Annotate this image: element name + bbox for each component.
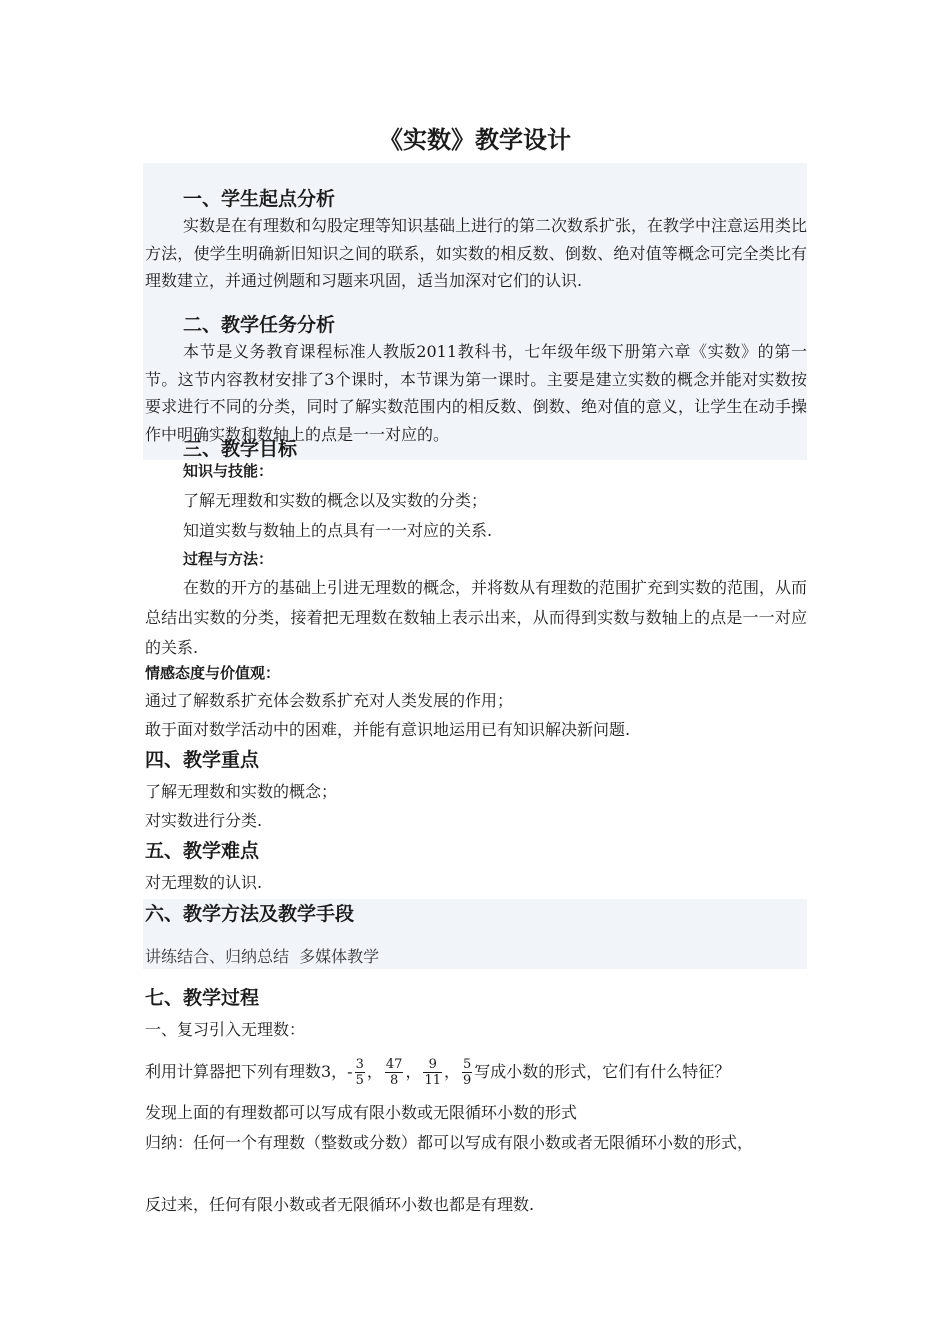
section-heading-key-points: 四、教学重点	[145, 749, 260, 771]
fraction-9-11: $\frac{9}{11}$	[424, 1057, 441, 1088]
review-subheading: 一、复习引入无理数：	[145, 1020, 306, 1039]
fraction-47-8: $\frac{47}{8}$	[385, 1057, 403, 1088]
difficulty-1: 对无理数的认识.	[145, 873, 263, 892]
calculator-task-prefix: 利用计算器把下列有理数3，-	[145, 1062, 353, 1081]
task-analysis-paragraph: 本节是义务教育课程标准人教版2011教科书，七年级年级下册第六章《实数》的第一节。这节内容教材安排了3个课时，本节课为第一课时。主要是建立实数的概念并能对实数按要求进行不同的分类，同时了解实数范围内的相反数、倒数、绝对值的意义，让学生在动手操作中明确实数和数轴上的点是一一对应的。	[145, 342, 807, 444]
separator: ，	[366, 1062, 383, 1081]
section-heading-methods: 六、教学方法及教学手段	[145, 903, 355, 925]
process-methods-paragraph: 在数的开方的基础上引进无理数的概念，并将数从有理数的范围扩充到实数的范围，从而总结出实数的分类，接着把无理数在数轴上表示出来，从而得到实数与数轴上的点是一一对应的关系.	[145, 578, 808, 657]
emotion-item-1: 通过了解数系扩充体会数系扩充对人类发展的作用；	[145, 691, 514, 710]
section-heading-student-analysis: 一、学生起点分析	[183, 188, 336, 210]
section-heading-process: 七、教学过程	[145, 987, 260, 1009]
key-point-1: 了解无理数和实数的概念；	[145, 782, 338, 801]
process-methods-label: 过程与方法：	[183, 550, 274, 568]
separator: ，	[444, 1062, 461, 1081]
methods-line: 讲练结合、归纳总结 多媒体教学	[145, 947, 380, 966]
summary-paragraph: 归纳：任何一个有理数（整数或分数）都可以写成有限小数或者无限循环小数的形式，	[145, 1133, 754, 1152]
knowledge-skills-label: 知识与技能：	[183, 462, 274, 480]
converse-line: 反过来，任何有限小数或者无限循环小数也都是有理数.	[145, 1195, 535, 1214]
calculator-task	[145, 1052, 730, 1092]
section-heading-difficulties: 五、教学难点	[145, 840, 260, 862]
emotion-item-2: 敢于面对数学活动中的困难，并能有意识地运用已有知识解决新问题.	[145, 720, 631, 739]
separator: ，	[405, 1062, 422, 1081]
knowledge-item-1: 了解无理数和实数的概念以及实数的分类；	[183, 491, 488, 510]
section-heading-objectives: 三、教学目标	[183, 438, 298, 460]
key-point-2: 对实数进行分类.	[145, 811, 263, 830]
fraction-3-5: $\frac{3}{5}$	[355, 1057, 364, 1088]
calculator-task-suffix: 写成小数的形式，它们有什么特征？	[474, 1062, 731, 1081]
section-heading-task-analysis: 二、教学任务分析	[183, 314, 336, 336]
fraction-5-9: $\frac{5}{9}$	[463, 1057, 472, 1088]
student-analysis-paragraph: 实数是在有理数和勾股定理等知识基础上进行的第二次数系扩张，在教学中注意运用类比方法，使学生明确新旧知识之间的联系，如实数的相反数、倒数、绝对值等概念可完全类比有理数建立，并通过例题和习题来巩固，适当加深对它们的认识.	[145, 216, 808, 290]
finding-line: 发现上面的有理数都可以写成有限小数或无限循环小数的形式	[145, 1103, 578, 1122]
document-title: 《实数》教学设计	[379, 126, 571, 154]
knowledge-item-2: 知道实数与数轴上的点具有一一对应的关系.	[183, 521, 493, 540]
emotion-values-label: 情感态度与价值观：	[145, 664, 281, 682]
